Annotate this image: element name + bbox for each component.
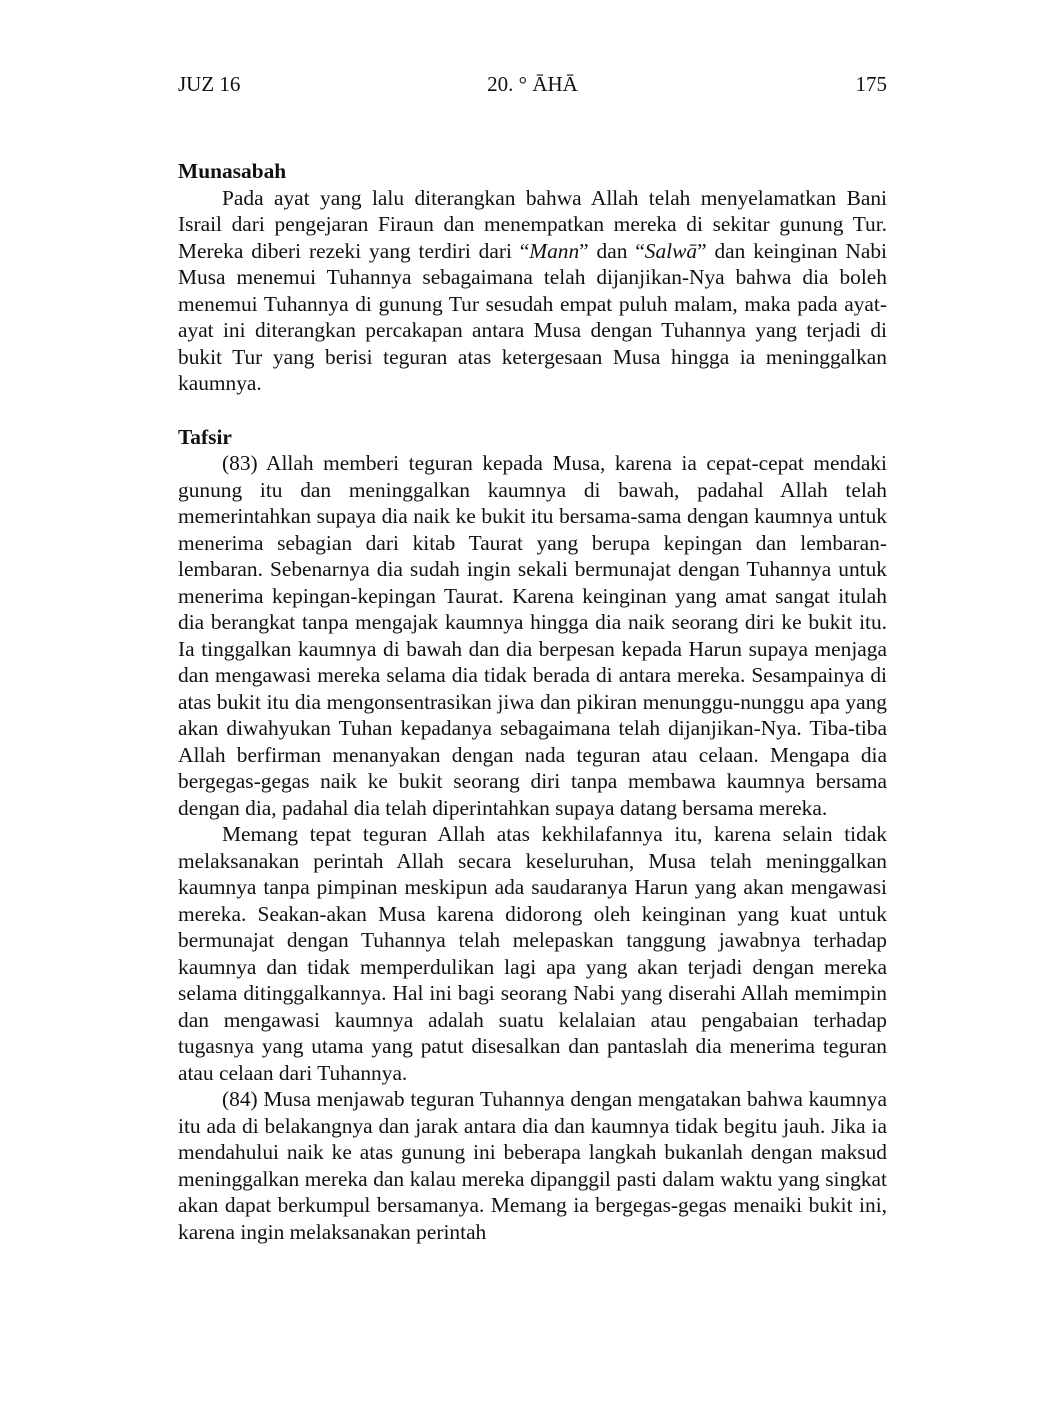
munasabah-text-a: Pada ayat yang lalu diterangkan bahwa Allah telah menyelamatkan Bani Israil dari pengejaran Firaun dan menempatkan mereka di sekitar gunung Tur. Mereka diberi rezeki yang terdiri dari “ xyxy=(178,185,887,263)
tafsir-paragraph-83: (83) Allah memberi teguran kepada Musa, karena ia cepat-cepat mendaki gunung itu dan meninggalkan kaumnya di bawah, padahal Allah telah memerintahkan supaya dia naik ke bukit itu bersama-sama dengan kaumnya untuk menerima sebagian dari kitab Taurat yang berupa kepingan dan lembaran-lembaran. Sebenarnya dia sudah ingin sekali bermunajat dengan Tuhannya untuk menerima kepingan-kepingan Taurat. Karena keinginan yang amat sangat itulah dia berangkat tanpa mengajak kaumnya hingga dia naik seorang diri ke bukit itu. Ia tinggalkan kaumnya di bawah dan dia berpesan kepada Harun supaya menjaga dan mengawasi mereka selama dia tidak berada di antara mereka. Sesampainya di atas bukit itu dia mengonsentrasikan jiwa dan pikiran menunggu-nunggu apa yang akan diwahyukan Tuhan kepadanya sebagaimana telah dijanjikan-Nya. Tiba-tiba Allah berfirman menanyakan dengan nada teguran atau celaan. Mengapa dia bergegas-gegas naik ke bukit seorang diri tanpa membawa kaumnya bersama dengan dia, padahal dia telah diperintahkan supaya datang bersama mereka. xyxy=(178,451,887,820)
page-header xyxy=(178,72,887,104)
term-salwa: Salwā xyxy=(644,238,698,263)
munasabah-text-c: ” dan keinginan Nabi Musa menemui Tuhannya sebagaimana telah dijanjikan-Nya bahwa dia boleh menemui Tuhannya di gunung Tur sesudah empat puluh malam, maka pada ayat-ayat ini diterangkan percakapan antara Musa dengan Tuhannya yang terjadi di bukit Tur yang berisi teguran atas ketergesaan Musa hingga ia meninggalkan kaumnya. xyxy=(178,238,887,395)
juz-label: JUZ 16 xyxy=(178,72,241,96)
term-mann: Mann xyxy=(529,238,580,263)
page-number: 175 xyxy=(855,72,887,96)
tafsir-paragraph-continued: Memang tepat teguran Allah atas kekhilafannya itu, karena selain tidak melaksanakan perintah Allah secara keseluruhan, Musa telah meninggalkan kaumnya tanpa pimpinan meskipun ada saudaranya Harun yang akan mengawasi mereka. Seakan-akan Musa karena didorong oleh keinginan yang kuat untuk bermunajat dengan Tuhannya telah melepaskan tanggung jawabnya terhadap kaumnya dan tidak memperdulikan lagi apa yang akan terjadi dengan mereka selama ditinggalkannya. Hal ini bagi seorang Nabi yang diserahi Allah memimpin dan mengawasi kaumnya adalah suatu kelalaian atau pengabaian terhadap tugasnya yang utama yang patut disesalkan dan pantaslah dia menerima teguran atau celaan dari Tuhannya. xyxy=(178,822,887,1085)
tafsir-paragraph-84: (84) Musa menjawab teguran Tuhannya dengan mengatakan bahwa kaumnya itu ada di belakangnya dan jarak antara dia dan kaumnya tidak begitu jauh. Jika ia mendahului naik ke atas gunung ini beberapa langkah bukanlah dengan maksud meninggalkan mereka dan kalau mereka dipanggil pasti dalam waktu yang singkat akan dapat berkumpul bersamanya. Memang ia bergegas-gegas menaiki bukit ini, karena ingin melaksanakan perintah xyxy=(178,1087,887,1244)
munasabah-text-b: ” dan “ xyxy=(579,238,645,263)
section-spacer xyxy=(178,397,887,424)
munasabah-heading: Munasabah xyxy=(178,159,287,183)
tafsir-heading: Tafsir xyxy=(178,424,232,449)
page-body xyxy=(178,158,887,1245)
surah-title: 20. ° ĀHĀ xyxy=(487,72,578,96)
munasabah-paragraph xyxy=(178,185,887,397)
